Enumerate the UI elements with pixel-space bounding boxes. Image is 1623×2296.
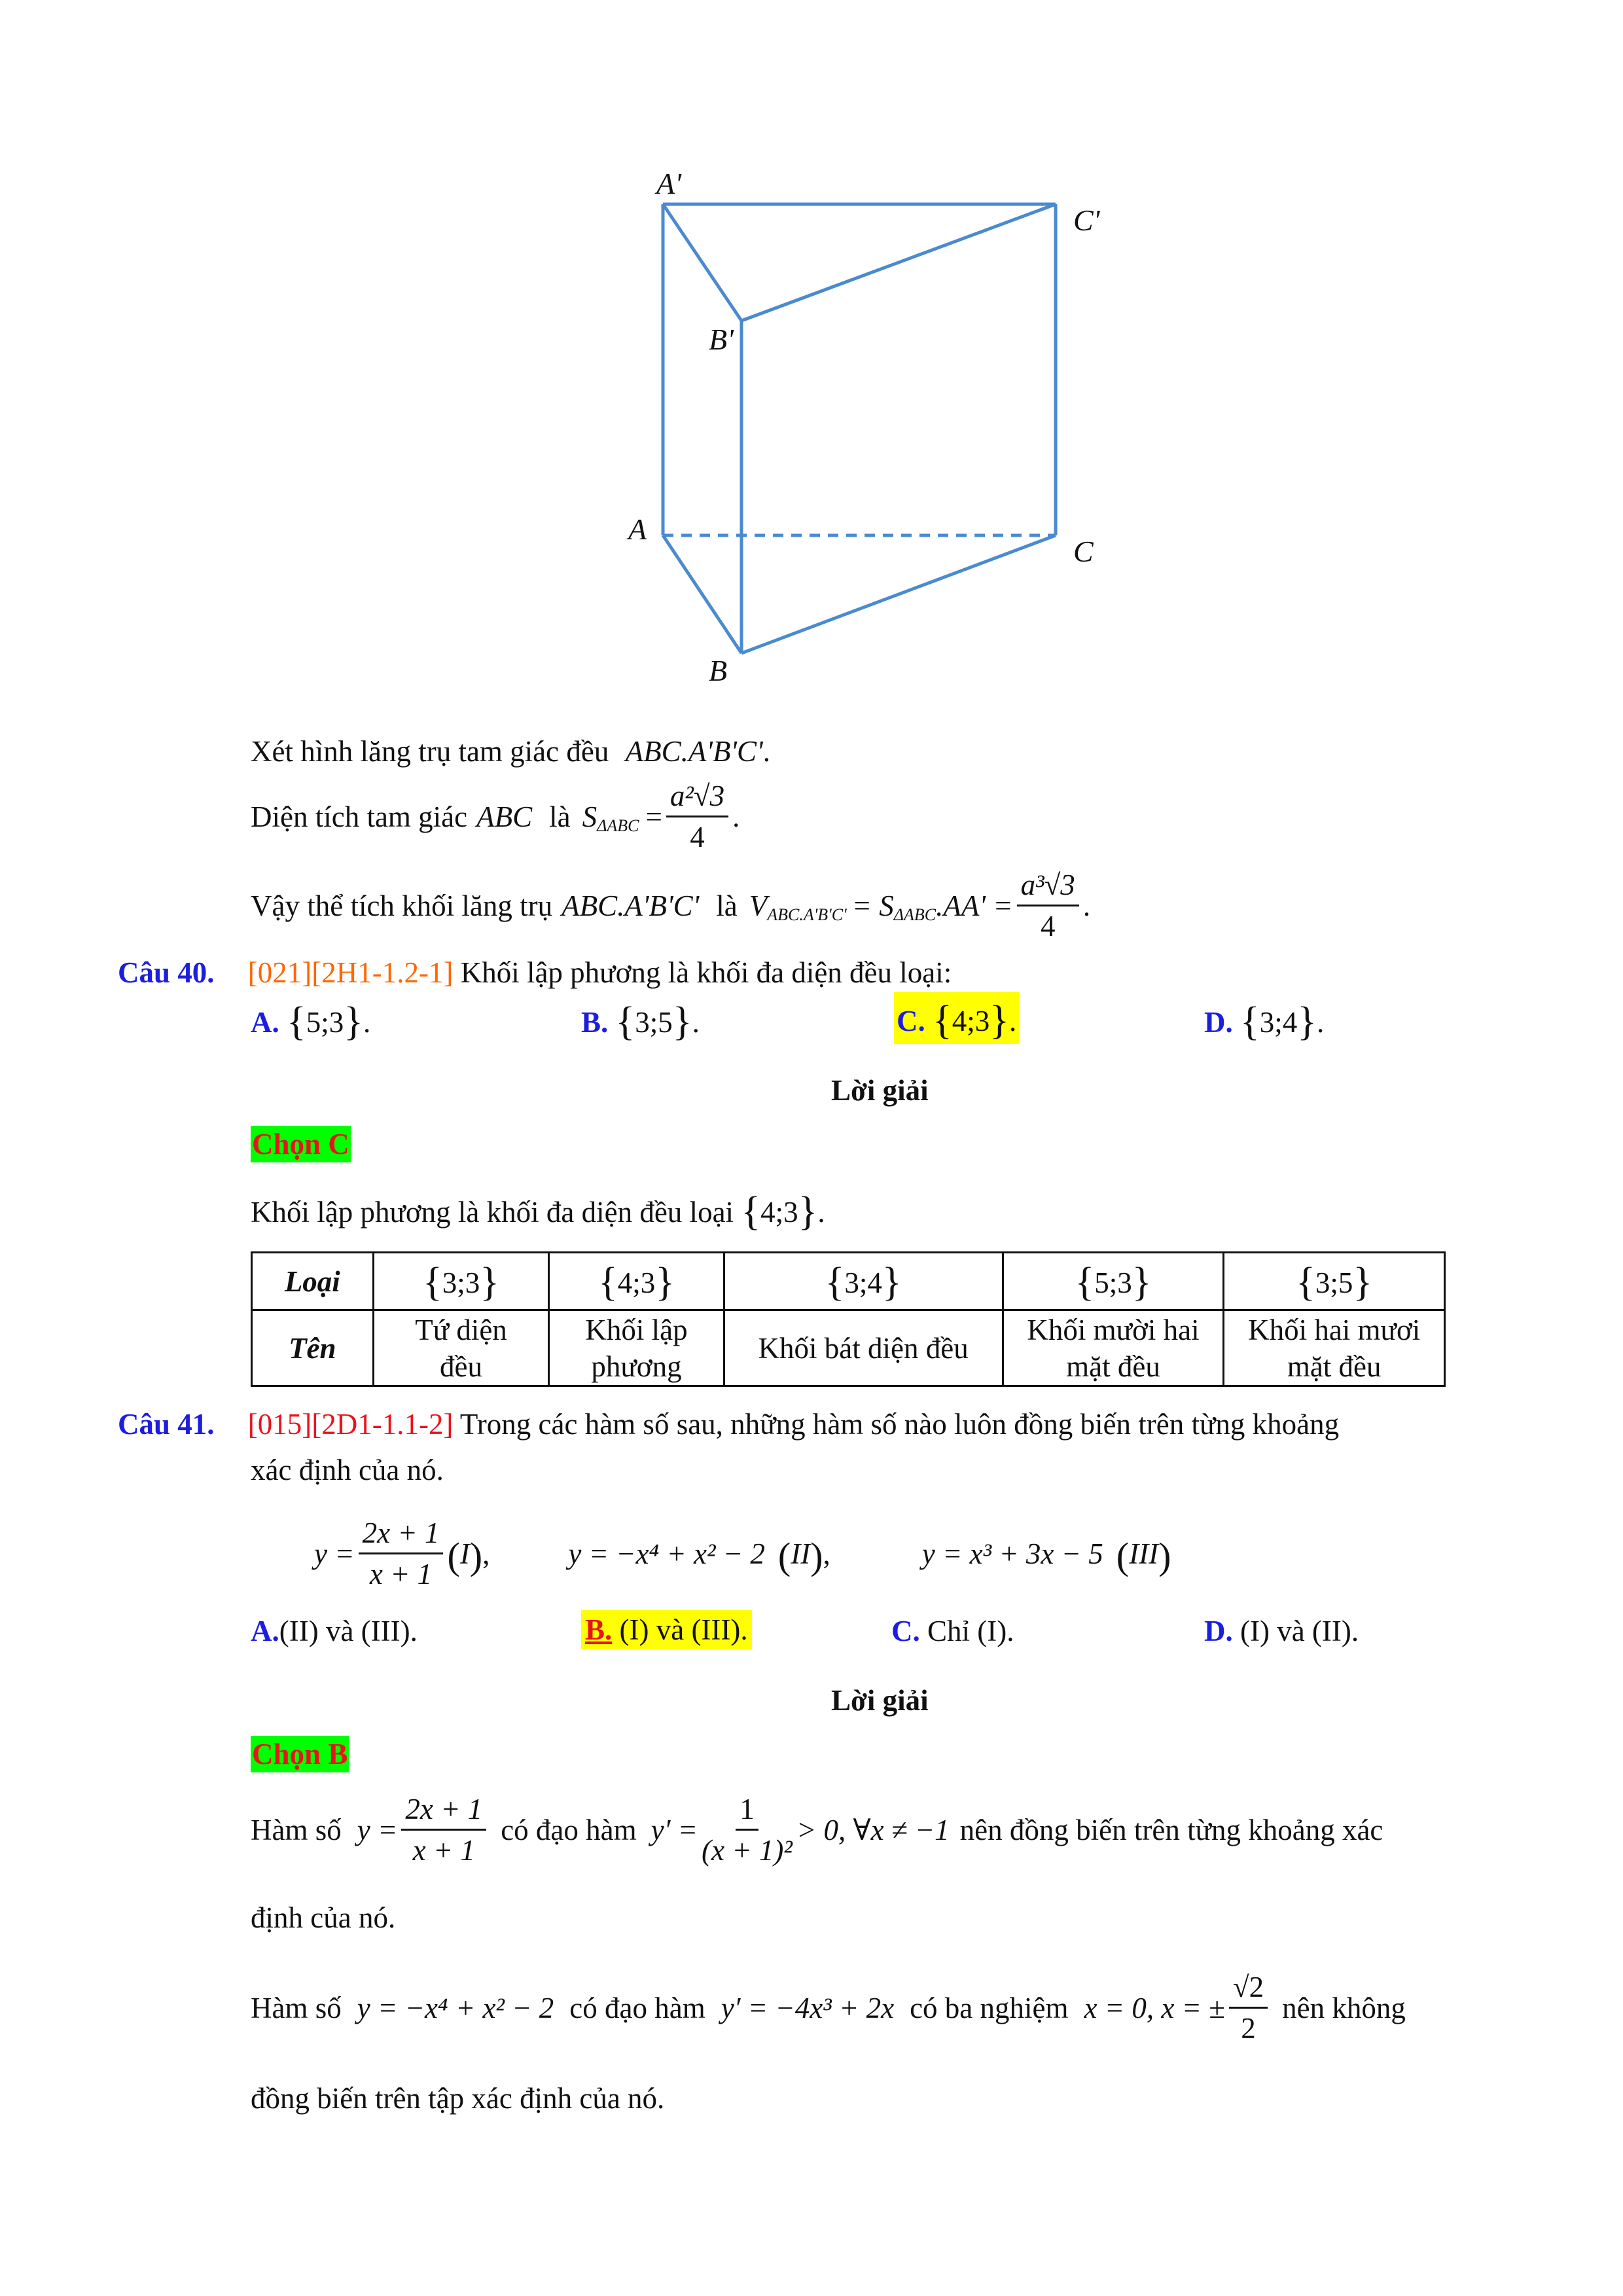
prev-solution-line1: Xét hình lăng trụ tam giác đều ABC.A'B'C'. (251, 735, 770, 768)
q40-option-a[interactable]: A. {5;3}. (251, 999, 371, 1044)
question-40-label: Câu 40. (118, 956, 215, 989)
question-41-stem-line2: xác định của nó. (251, 1454, 444, 1486)
q41-option-a[interactable]: A.(II) và (III). (251, 1615, 418, 1647)
question-40-code: [021][2H1-1.2-1] (247, 956, 454, 989)
question-41-code: [015][2D1-1.1-2] (247, 1408, 454, 1441)
q41-option-b[interactable]: B. (I) và (III). (581, 1610, 752, 1649)
question-41-stem: Câu 41. [015][2D1-1.1-2] Trong các hàm số sau, những hàm số nào luôn đồng biến trên từng khoảng (118, 1408, 1340, 1441)
question-41-label: Câu 41. (118, 1408, 215, 1441)
q41-choice: Chọn B (251, 1736, 349, 1772)
prev-solution-line3: Vậy thể tích khối lăng trụ ABC.A'B'C' là V $_{ABC.A'B'C'}$ = S $_{\Delta ABC}$ .AA' = $\frac{\text{a³√3}}{4}$ . (251, 869, 1091, 942)
q41-option-c[interactable]: C. Chỉ (I). (891, 1615, 1014, 1647)
q41-option-d[interactable]: D. (I) và (II). (1204, 1615, 1359, 1647)
q41-solution-title: Lời giải (831, 1684, 929, 1717)
q41-functions: y = $\frac{2x + 1}{x + 1}$ ( I ) , y = −x⁴ + x² − 2 ( II ) , y = x³ + 3x − 5 ( III ) (314, 1516, 1171, 1590)
q40-option-b[interactable]: B. {3;5}. (581, 999, 700, 1044)
q40-option-d[interactable]: D. {3;4}. (1204, 999, 1325, 1044)
table-header-type: Loại (252, 1253, 374, 1310)
q41-solution-line2: Hàm số y = −x⁴ + x² − 2 có đạo hàm y′ = −4x³ + 2x có ba nghiệm x = 0, x = ± $\frac{√2}{2}$ nên không (251, 1971, 1406, 2045)
q41-solution-line1b: định của nó. (251, 1901, 396, 1934)
vertex-label-c1: C' (1073, 204, 1100, 237)
q41-solution-line1: Hàm số y = $\frac{2x + 1}{x + 1}$ có đạo hàm y′ = $\frac{1}{\text{(x + 1)²}}$ > 0, ∀x ≠ −1 nên đồng biến trên từng khoảng xác (251, 1793, 1383, 1867)
q41-solution-line2b: đồng biến trên tập xác định của nó. (251, 2082, 665, 2115)
polyhedra-table: Loại {3;3} {4;3} {3;4} {5;3} {3;5} Tên Tứ diện đều Khối lập phương Khối bát diện đều Khối mười hai mặt đều Khối hai mươi mặt đều (251, 1251, 1446, 1387)
vertex-label-a: A (628, 512, 647, 546)
vertex-label-b: B (709, 654, 728, 687)
q40-solution-title: Lời giải (831, 1074, 929, 1107)
vertex-label-c: C (1073, 535, 1094, 568)
q40-explanation: Khối lập phương là khối đa diện đều loại {4;3}. (251, 1189, 825, 1234)
vertex-label-a1: A' (656, 167, 681, 200)
q40-option-c[interactable]: C. {4;3}. (894, 992, 1019, 1044)
vertex-label-b1: B' (709, 323, 734, 356)
table-header-name: Tên (252, 1310, 374, 1386)
q40-choice: Chọn C (251, 1126, 351, 1162)
question-40-stem: Câu 40. [021][2H1-1.2-1] Khối lập phương là khối đa diện đều loại: (118, 956, 952, 989)
prism-figure (0, 0, 1623, 720)
prev-solution-line2: Diện tích tam giác ABC là S $_{\Delta ABC}$ = $\frac{\text{a²√3}}{4}$ . (251, 780, 740, 853)
